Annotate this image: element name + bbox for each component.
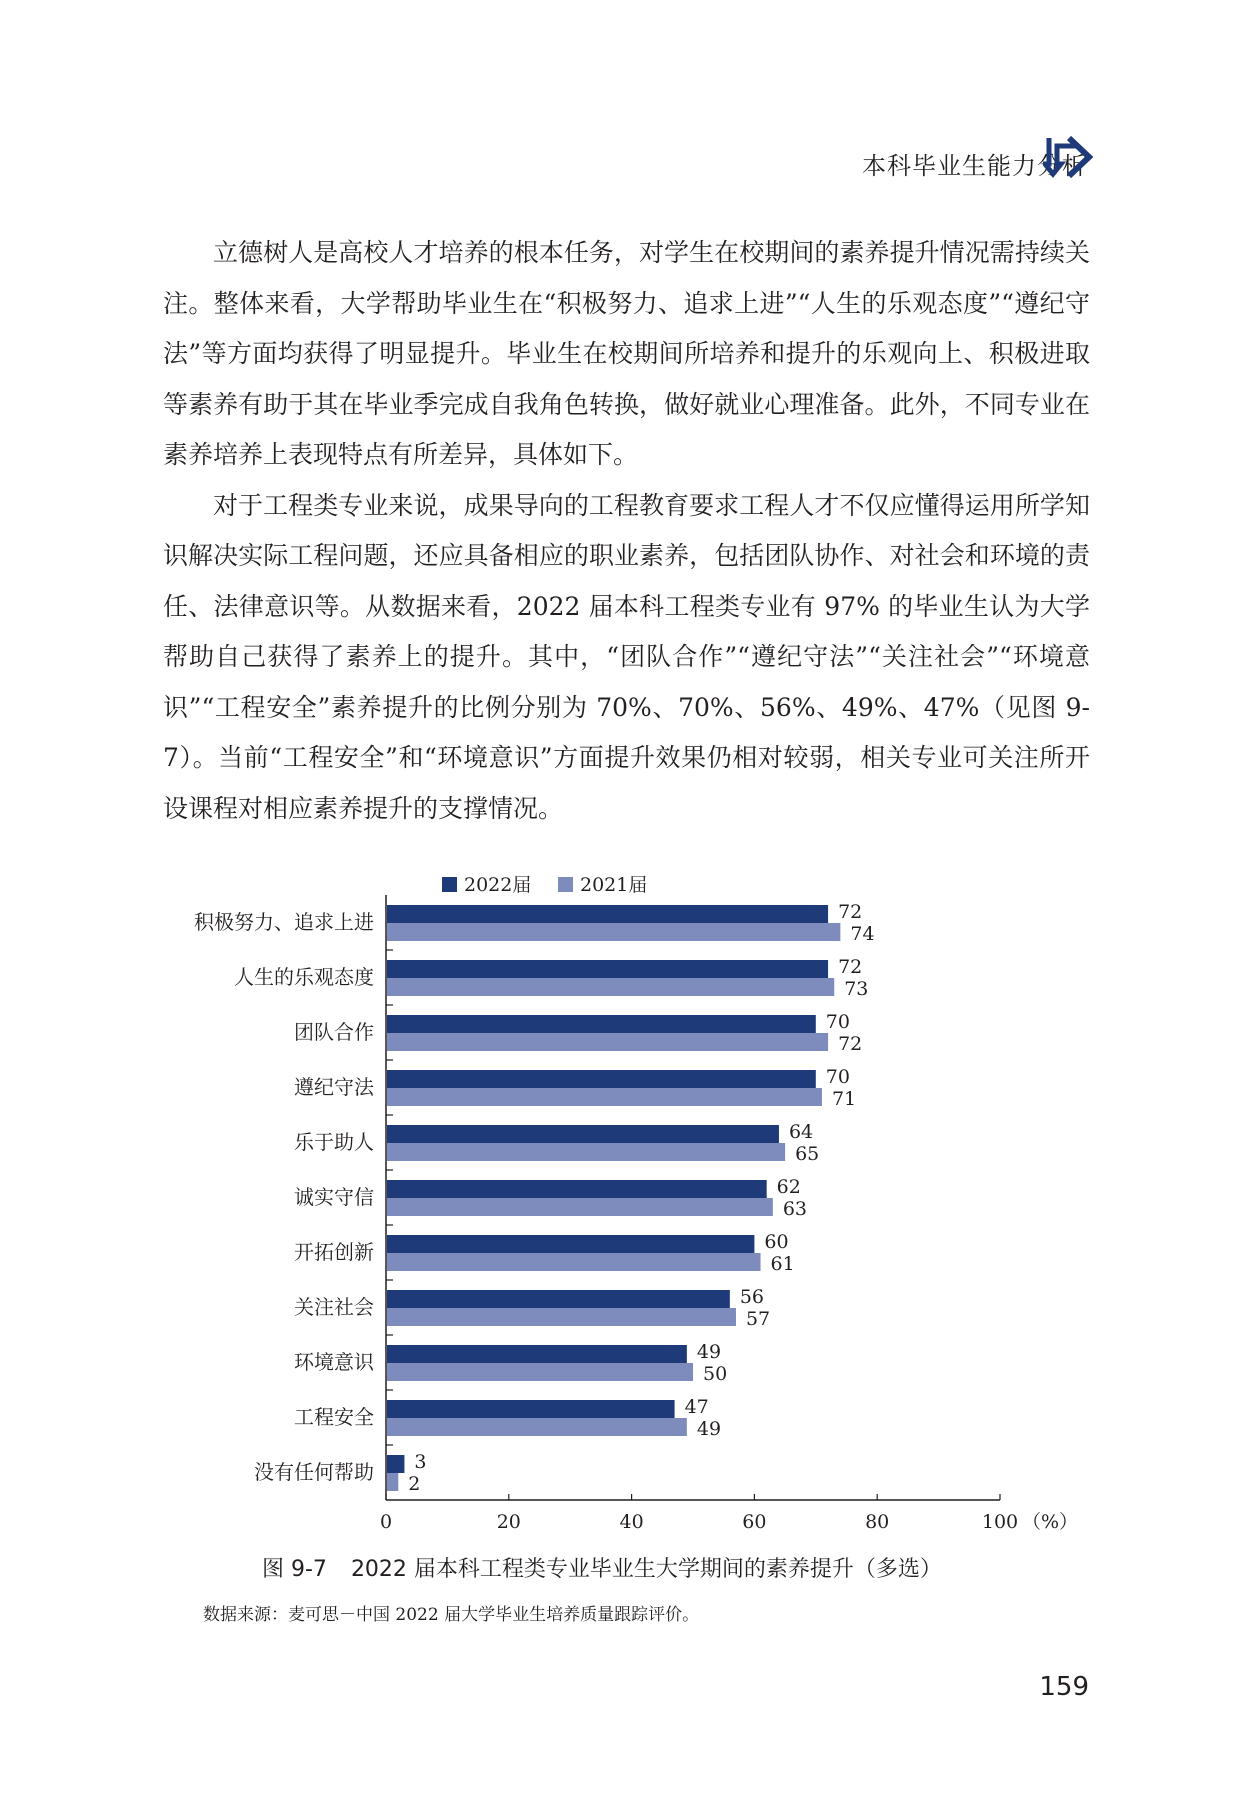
legend-label-2021: 2021届 <box>580 874 648 896</box>
data-label: 65 <box>795 1143 820 1165</box>
page-number: 159 <box>1039 1672 1089 1702</box>
bar-2021 <box>387 923 840 941</box>
data-label: 3 <box>414 1451 427 1473</box>
data-label: 70 <box>825 1066 850 1088</box>
data-label: 70 <box>825 1011 850 1033</box>
data-label: 47 <box>684 1396 709 1418</box>
data-source: 数据来源：麦可思－中国 2022 届大学毕业生培养质量跟踪评价。 <box>203 1605 700 1625</box>
data-label: 72 <box>838 901 863 923</box>
legend <box>442 874 647 896</box>
category-label: 诚实守信 <box>294 1185 374 1209</box>
bar-2021 <box>387 1198 773 1216</box>
running-header: 本科毕业生能力分析 <box>862 152 1087 180</box>
category-label: 团队合作 <box>294 1020 374 1044</box>
legend-label-2022: 2022届 <box>464 874 532 896</box>
x-tick-label: 20 <box>496 1511 521 1533</box>
data-label: 56 <box>739 1286 765 1308</box>
bar-2021 <box>387 1033 828 1051</box>
data-label: 72 <box>838 956 863 978</box>
bar-chart <box>0 860 1247 1540</box>
data-label: 2 <box>408 1473 421 1495</box>
data-label: 73 <box>844 978 869 1000</box>
bar-2021 <box>387 978 834 996</box>
data-label: 60 <box>764 1231 789 1253</box>
bar-2022 <box>387 905 828 923</box>
category-label: 积极努力、追求上进 <box>194 910 374 934</box>
data-label: 72 <box>838 1033 863 1055</box>
bar-2022 <box>387 1015 816 1033</box>
bar-2022 <box>387 1290 730 1308</box>
legend-swatch-2021 <box>558 877 573 892</box>
bar-2022 <box>387 1400 675 1418</box>
bar-2022 <box>387 1345 687 1363</box>
legend-swatch-2022 <box>442 877 457 892</box>
category-label: 开拓创新 <box>294 1240 374 1264</box>
bar-2022 <box>387 1455 404 1473</box>
x-tick-label: 40 <box>619 1511 644 1533</box>
data-label: 71 <box>831 1088 857 1110</box>
bar-2022 <box>387 960 828 978</box>
data-label: 49 <box>696 1418 722 1440</box>
bar-2022 <box>387 1070 816 1088</box>
x-unit-label: （%） <box>1022 1511 1079 1533</box>
category-label: 乐于助人 <box>294 1130 374 1154</box>
data-label: 57 <box>745 1308 771 1330</box>
data-label: 64 <box>788 1121 814 1143</box>
bar-2021 <box>387 1253 761 1271</box>
plot-area <box>194 895 1078 1533</box>
data-label: 50 <box>703 1363 728 1385</box>
bar-2021 <box>387 1308 736 1326</box>
paragraph: 对于工程类专业来说，成果导向的工程教育要求工程人才不仅应懂得运用所学知识解决实际工程问题，还应具备相应的职业素养，包括团队协作、对社会和环境的责任、法律意识等。从数据来看，2022 届本科工程类专业有 97% 的毕业生认为大学帮助自己获得了素养上的提升。其中，“团队合作”“遵纪守法”“关注社会”“环境意识”“工程安全”素养提升的比例分别为 70%、70%、56%、49%、47%（见图 9-7）。当前“工程安全”和“环境意识”方面提升效果仍相对较弱，相关专业可关注所开设课程对相应素养提升的支撑情况。 <box>163 490 1090 823</box>
x-tick-label: 100 <box>981 1511 1019 1533</box>
paragraph: 立德树人是高校人才培养的根本任务，对学生在校期间的素养提升情况需持续关注。整体来看，大学帮助毕业生在“积极努力、追求上进”“人生的乐观态度”“遵纪守法”等方面均获得了明显提升。毕业生在校期间所培养和提升的乐观向上、积极进取等素养有助于其在毕业季完成自我角色转换，做好就业心理准备。此外，不同专业在素养培养上表现特点有所差异，具体如下。 <box>163 238 1090 469</box>
data-label: 49 <box>696 1341 722 1363</box>
category-label: 人生的乐观态度 <box>234 965 374 989</box>
figure-caption <box>262 1552 942 1583</box>
category-label: 环境意识 <box>294 1350 374 1374</box>
data-label: 63 <box>782 1198 808 1220</box>
bar-2022 <box>387 1180 767 1198</box>
bar-2021 <box>387 1418 687 1436</box>
figure-number: 图 9-7 <box>262 1557 327 1582</box>
category-label: 遵纪守法 <box>294 1075 374 1099</box>
x-tick-label: 80 <box>865 1511 890 1533</box>
category-label: 工程安全 <box>294 1405 374 1429</box>
chapter-arrow-icon <box>1043 134 1093 180</box>
x-tick-label: 0 <box>379 1511 393 1533</box>
bar-2021 <box>387 1473 398 1491</box>
bar-2021 <box>387 1363 693 1381</box>
body-text <box>163 228 1090 834</box>
x-tick-label: 60 <box>742 1511 767 1533</box>
bar-2022 <box>387 1235 754 1253</box>
category-label: 关注社会 <box>294 1295 374 1319</box>
category-label: 没有任何帮助 <box>254 1460 374 1484</box>
data-label: 74 <box>850 923 875 945</box>
bar-2021 <box>387 1088 822 1106</box>
bar-2021 <box>387 1143 785 1161</box>
data-label: 62 <box>776 1176 801 1198</box>
figure-caption-text: 2022 届本科工程类专业毕业生大学期间的素养提升（多选） <box>350 1557 942 1582</box>
data-label: 61 <box>770 1253 795 1275</box>
bar-2022 <box>387 1125 779 1143</box>
